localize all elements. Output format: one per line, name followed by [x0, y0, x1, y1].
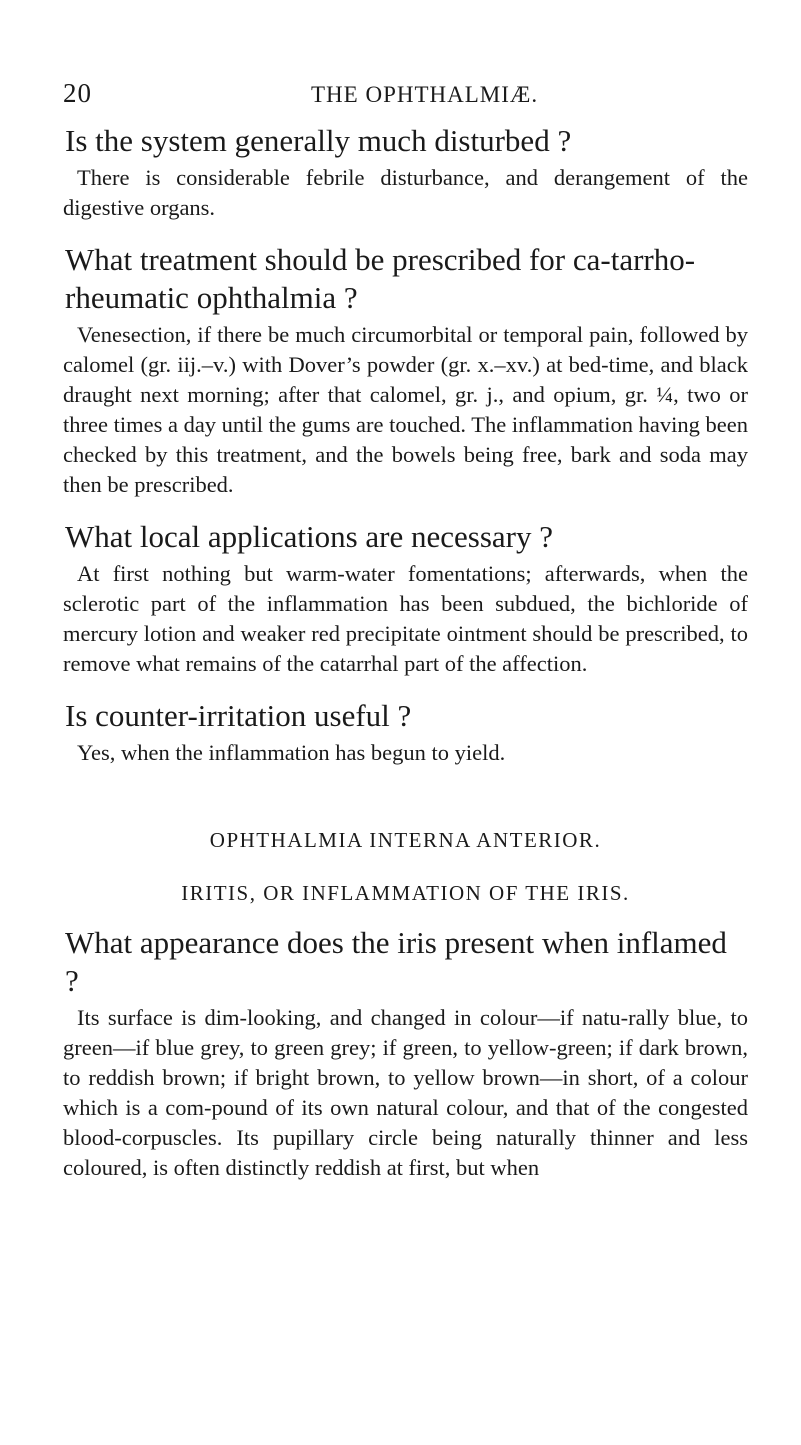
answer-text: At first nothing but warm-water fomentations; afterwards, when the sclerotic part of the inflammation has been subdued, the bichloride of mercury lotion and weaker red precipitate ointment should be prescribed, to remove what remains of the catarrhal part of the affection.	[63, 561, 748, 676]
section-title: OPHTHALMIA INTERNA ANTERIOR.	[209, 828, 602, 852]
page-number: 20	[63, 78, 92, 108]
question-text: What appearance does the iris present when inflamed ?	[65, 925, 727, 998]
question-text: What treatment should be prescribed for ca-tarrho-rheumatic ophthalmia ?	[65, 242, 696, 315]
qa-block-4	[63, 697, 748, 768]
page-header	[63, 78, 748, 118]
answer-text: Yes, when the inflammation has begun to yield.	[77, 740, 506, 765]
question-text: Is the system generally much disturbed ?	[65, 123, 572, 158]
section-subtitle: IRITIS, OR INFLAMMATION OF THE IRIS.	[181, 881, 630, 905]
question-text: Is counter-irritation useful ?	[65, 698, 412, 733]
page	[63, 78, 748, 1183]
qa-block-3	[63, 518, 748, 679]
qa-block-1	[63, 122, 748, 223]
question-text: What local applications are necessary ?	[65, 519, 554, 554]
running-head: THE OPHTHALMIÆ.	[311, 82, 539, 107]
qa-block-2	[63, 241, 748, 500]
answer-text: Its surface is dim-looking, and changed in colour—if natu-rally blue, to green—if blue grey, to green grey; if green, to yellow-green; if dark brown, to reddish brown; if bright brown, to yellow brown—in short, of a colour which is a com-pound of its own natural colour, and that of the congested blood-corpuscles. Its pupillary circle being naturally thinner and less coloured, is often distinctly reddish at first, but when	[63, 1005, 748, 1180]
qa-block-5	[63, 924, 748, 1183]
answer-text: Venesection, if there be much circumorbital or temporal pain, followed by calomel (gr. iij.–v.) with Dover’s powder (gr. x.–xv.) at bed-time, and black draught next morning; after that calomel, gr. j., and opium, gr. ¼, two or three times a day until the gums are touched. The inflammation having been checked by this treatment, and the bowels being free, bark and soda may then be prescribed.	[63, 322, 749, 497]
answer-text: There is considerable febrile disturbance, and derangement of the digestive organs.	[63, 165, 748, 220]
